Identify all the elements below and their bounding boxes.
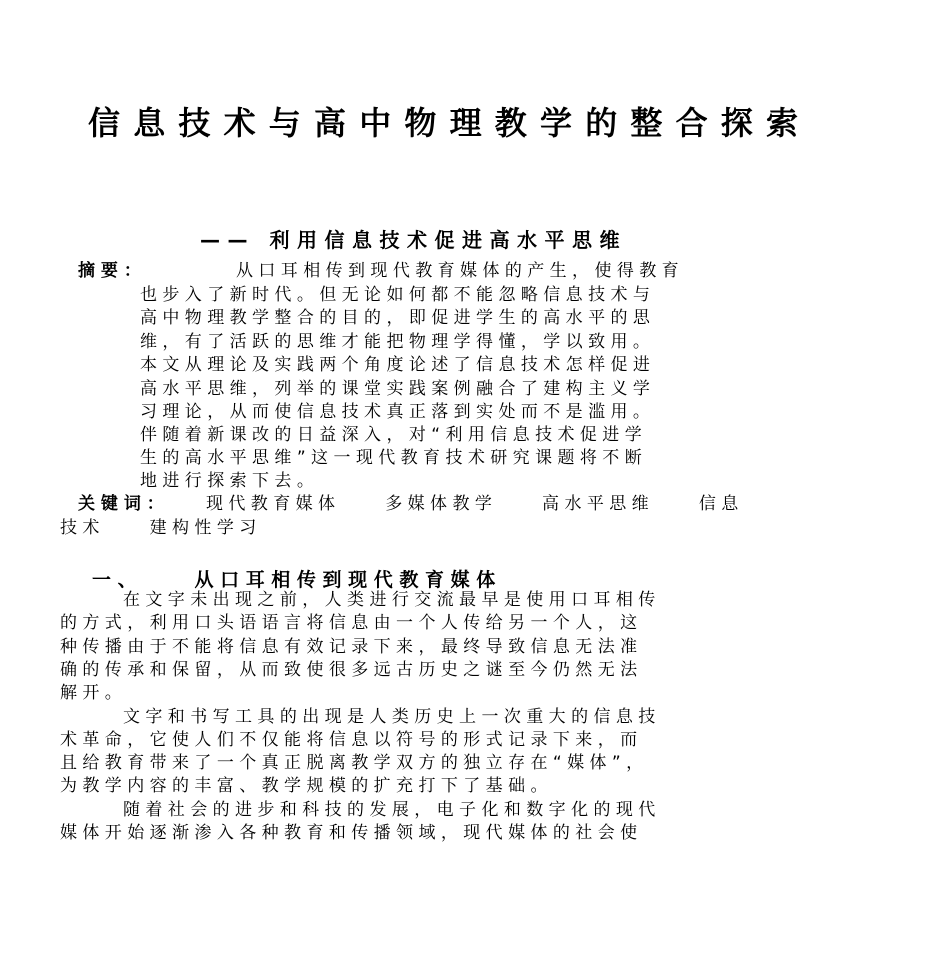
abstract-line: 地 进 行 探 索 下 去 。 (140, 471, 314, 491)
paragraph-line: 随 着 社 会 的 进 步 和 科 技 的 发 展 ， 电 子 化 和 数 字 化 的 现 代 (123, 800, 656, 820)
paragraph-line: 解 开 。 (60, 683, 122, 703)
abstract-label: 摘 要 ： (78, 261, 141, 281)
document-title: 信息技术与高中物理教学的整合探索 (88, 104, 812, 142)
keywords-line: 现 代 教 育 媒 体 多 媒 体 教 学 高 水 平 思 维 信 息 (206, 494, 739, 514)
paragraph-line: 媒 体 开 始 逐 渐 渗 入 各 种 教 育 和 传 播 领 域 ， 现 代 媒 体 的 社 会 使 (60, 823, 638, 843)
abstract-line: 维 ， 有 了 活 跃 的 思 维 才 能 把 物 理 学 得 懂 ， 学 以 致 用 。 (140, 332, 650, 352)
abstract-line: 伴 随 着 新 课 改 的 日 益 深 入 ， 对 “ 利 用 信 息 技 术 促 进 学 (140, 425, 642, 445)
paragraph-line: 种 传 播 由 于 不 能 将 信 息 有 效 记 录 下 来 ， 最 终 导 致 信 息 无 法 准 (60, 637, 638, 657)
document-subtitle: —— 利用信息技术促进高水平思维 (200, 228, 627, 252)
paragraph-line: 文 字 和 书 写 工 具 的 出 现 是 人 类 历 史 上 一 次 重 大 的 信 息 技 (123, 707, 656, 727)
keywords-line: 技 术 建 构 性 学 习 (60, 518, 257, 538)
abstract-line: 高 水 平 思 维 ， 列 举 的 课 堂 实 践 案 例 融 合 了 建 构 主 义 学 (140, 379, 650, 399)
abstract-line: 也 步 入 了 新 时 代 。 但 无 论 如 何 都 不 能 忽 略 信 息 技 术 与 (140, 285, 650, 305)
paragraph-line: 且 给 教 育 带 来 了 一 个 真 正 脱 离 教 学 双 方 的 独 立 存 在 “ 媒 体 ” ， (60, 753, 644, 773)
abstract-line: 高 中 物 理 教 学 整 合 的 目 的 ， 即 促 进 学 生 的 高 水 平 的 思 (140, 308, 650, 328)
paragraph-line: 确 的 传 承 和 保 留 ， 从 而 致 使 很 多 远 古 历 史 之 谜 至 今 仍 然 无 法 (60, 660, 638, 680)
abstract-line: 生 的 高 水 平 思 维 ” 这 一 现 代 教 育 技 术 研 究 课 题 将 不 断 (140, 448, 642, 468)
abstract-line: 从 口 耳 相 传 到 现 代 教 育 媒 体 的 产 生 ， 使 得 教 育 (236, 261, 679, 281)
paragraph-line: 术 革 命 ， 它 使 人 们 不 仅 能 将 信 息 以 符 号 的 形 式 记 录 下 来 ， 而 (60, 730, 638, 750)
section-heading: 一 、 从 口 耳 相 传 到 现 代 教 育 媒 体 (92, 569, 496, 591)
paragraph-line: 的 方 式 ， 利 用 口 头 语 语 言 将 信 息 由 一 个 人 传 给 另 一 个 人 ， 这 (60, 613, 638, 633)
paragraph-line: 在 文 字 未 出 现 之 前 ， 人 类 进 行 交 流 最 早 是 使 用 口 耳 相 传 (123, 590, 656, 610)
abstract-line: 习 理 论 ， 从 而 使 信 息 技 术 真 正 落 到 实 处 而 不 是 滥 用 。 (140, 402, 650, 422)
paragraph-line: 为 教 学 内 容 的 丰 富 、 教 学 规 模 的 扩 充 打 下 了 基 础 。 (60, 776, 548, 796)
keywords-label: 关 键 词 ： (78, 494, 164, 514)
abstract-line: 本 文 从 理 论 及 实 践 两 个 角 度 论 述 了 信 息 技 术 怎 样 促 进 (140, 355, 650, 375)
